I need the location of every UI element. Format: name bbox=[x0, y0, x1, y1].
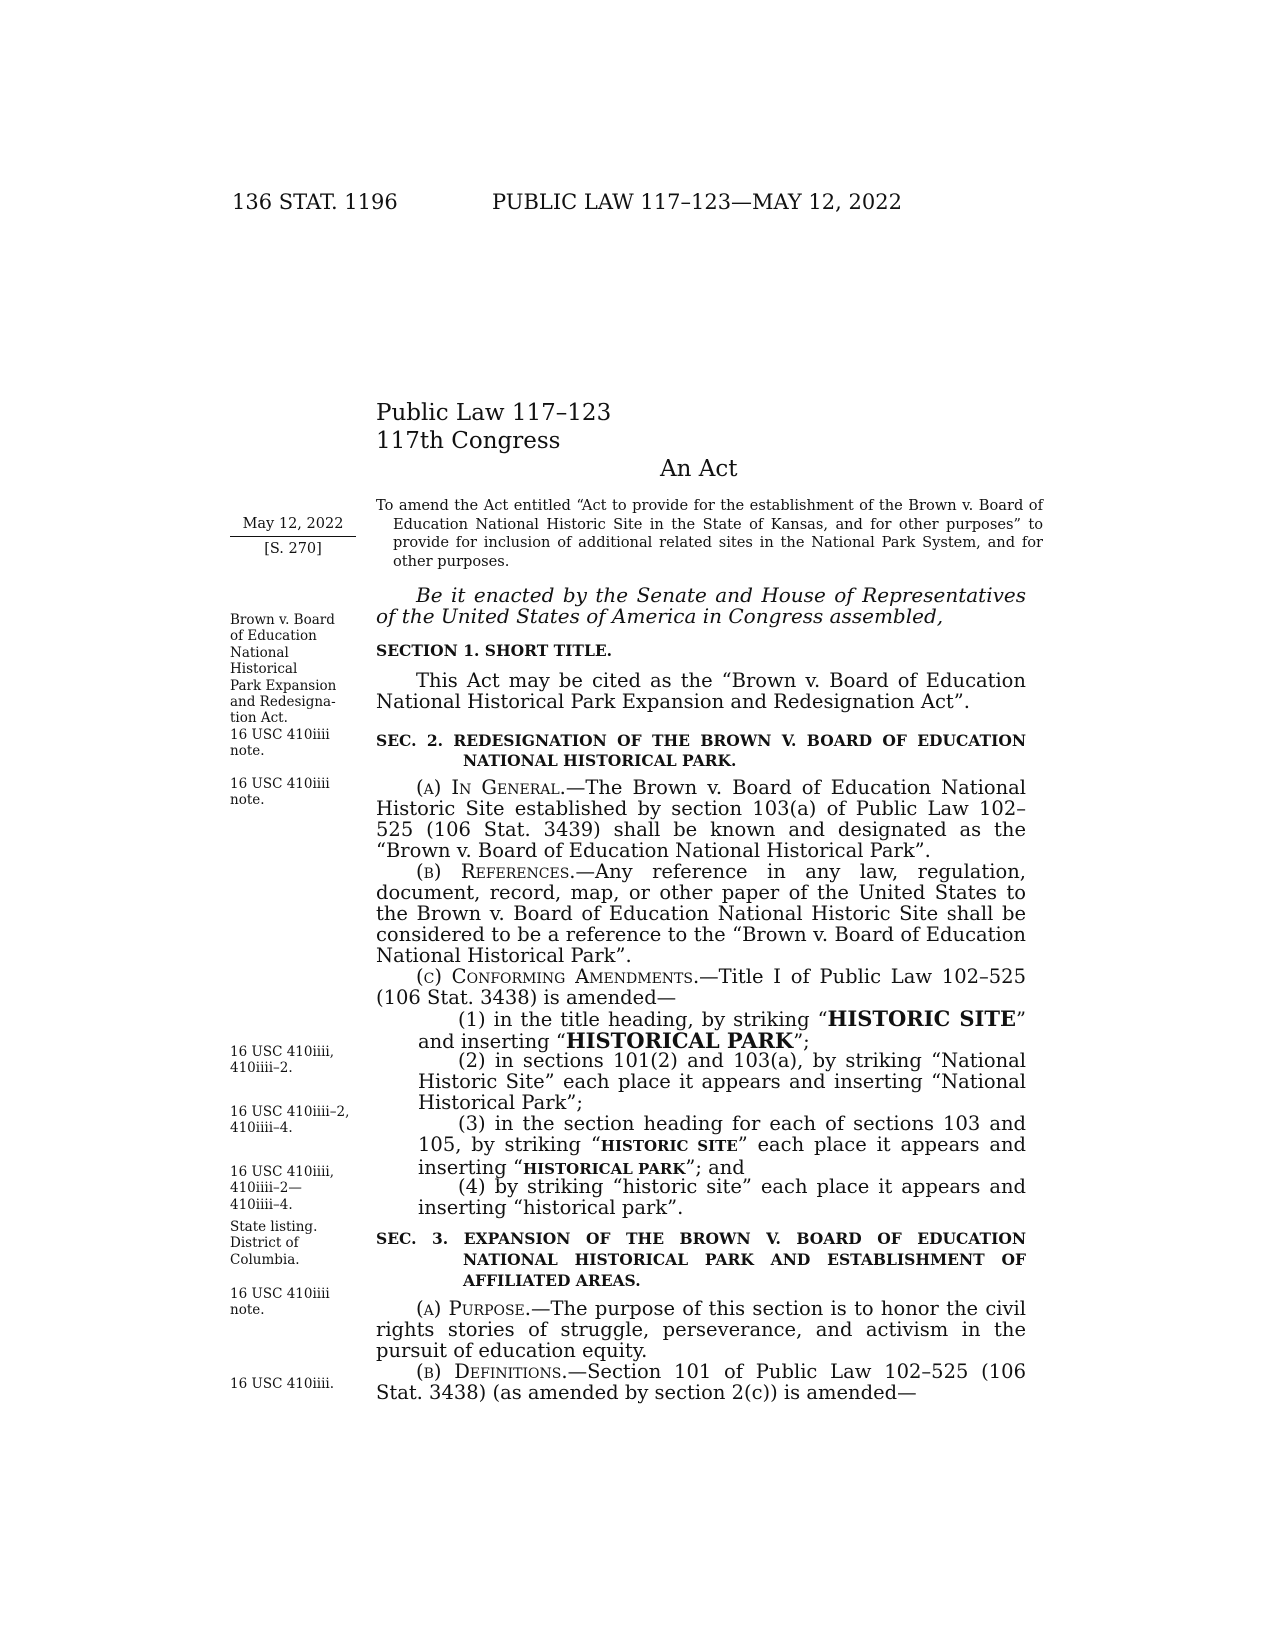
section-2-heading-line1: SEC. 2. REDESIGNATION OF THE BROWN V. BOARD OF EDUCATION bbox=[376, 731, 1026, 750]
margin-date: May 12, 2022 bbox=[242, 516, 344, 532]
section-3a-paragraph bbox=[376, 1298, 1026, 1361]
page-stat-citation: 136 STAT. 1196 bbox=[232, 190, 398, 214]
purpose-statement: To amend the Act entitled “Act to provide for the establishment of the Brown v. Board of Education National Historic Site in the State of Kansas, and for other purposes” to provide for inclusion of additional related sites in the National Park System, and for other purposes. bbox=[376, 497, 1043, 570]
enacting-clause: Be it enacted by the Senate and House of Representatives of the United States of America in Congress assembled, bbox=[376, 583, 1026, 628]
section-1-heading: SECTION 1. SHORT TITLE. bbox=[376, 641, 613, 660]
section-3b-text: —Section 101 of Public Law 102–525 (106 Stat. 3438) (as amended by section 2(c)) is amended— bbox=[376, 1360, 1026, 1404]
section-2c-item-1: (1) in the title heading, by striking “HISTORIC SITE” and inserting “HISTORICAL PARK”; bbox=[418, 1006, 1026, 1053]
margin-divider bbox=[230, 536, 356, 537]
section-3b-paragraph bbox=[376, 1361, 1026, 1403]
margin-note-sec2: 16 USC 410iiii note. bbox=[230, 776, 330, 809]
section-2b-label: (b) References. bbox=[416, 860, 576, 883]
section-3-heading-line3: AFFILIATED AREAS. bbox=[463, 1271, 641, 1290]
section-3a-text: —The purpose of this section is to honor the civil rights stories of struggle, perseverance, and activism in the pursuit of education equity. bbox=[376, 1297, 1026, 1362]
section-2a-paragraph bbox=[376, 777, 1026, 861]
margin-note-state-listing: State listing. District of Columbia. bbox=[230, 1219, 318, 1268]
running-header: PUBLIC LAW 117–123—MAY 12, 2022 bbox=[492, 190, 902, 214]
section-2c-text: —Title I of Public Law 102–525 (106 Stat. 3438) is amended— bbox=[376, 965, 1026, 1009]
congress-number: 117th Congress bbox=[376, 428, 561, 454]
section-2c-label: (c) Conforming Amendments. bbox=[416, 965, 700, 988]
section-2b-text: —Any reference in any law, regulation, document, record, map, or other paper of the United States to the Brown v. Board of Education National Historic Site shall be considered to be a reference to the “Brown v. Board of Education National Historical Park”. bbox=[376, 860, 1027, 967]
margin-note-item2: 16 USC 410iiii, 410iiii–2. bbox=[230, 1044, 335, 1077]
section-2b-paragraph bbox=[376, 861, 1026, 966]
margin-note-short-title: Brown v. Board of Education National Historical Park Expansion and Redesigna- tion Act. 16 USC 410iiii note. bbox=[230, 612, 337, 760]
section-3-heading-line1: SEC. 3. EXPANSION OF THE BROWN V. BOARD OF EDUCATION bbox=[376, 1229, 1026, 1248]
section-1-text: This Act may be cited as the “Brown v. Board of Education National Historical Park Expansion and Redesignation Act”. bbox=[376, 669, 1026, 713]
section-2c-item-4: (4) by striking “historic site” each place it appears and inserting “historical park”. bbox=[418, 1175, 1026, 1219]
section-2c-item-3: (3) in the section heading for each of sections 103 and 105, by striking “HISTORIC SITE” each place it appears and inserting “HISTORICAL PARK”; and bbox=[418, 1112, 1027, 1179]
act-title: An Act bbox=[660, 456, 738, 482]
section-2-heading-line2: NATIONAL HISTORICAL PARK. bbox=[463, 751, 737, 770]
section-2a-text: —The Brown v. Board of Education National Historic Site established by section 103(a) of Public Law 102–525 (106 Stat. 3439) shall be known and designated as the “Brown v. Board of Education National Historical Park”. bbox=[376, 776, 1026, 862]
margin-note-item4: 16 USC 410iiii, 410iiii–2— 410iiii–4. bbox=[230, 1164, 335, 1213]
section-3-heading-line2: NATIONAL HISTORICAL PARK AND ESTABLISHMENT OF bbox=[463, 1250, 1026, 1269]
margin-note-sec3b: 16 USC 410iiii. bbox=[230, 1376, 335, 1392]
section-2a-label: (a) In General. bbox=[416, 776, 566, 799]
section-3a-label: (a) Purpose. bbox=[416, 1297, 531, 1320]
section-2c-item-2: (2) in sections 101(2) and 103(a), by striking “National Historic Site” each place it appears and inserting “National Historical Park”; bbox=[418, 1049, 1026, 1114]
margin-bill-number: [S. 270] bbox=[264, 541, 322, 557]
margin-note-sec3a: 16 USC 410iiii note. bbox=[230, 1286, 330, 1319]
section-2c-paragraph bbox=[376, 966, 1026, 1008]
margin-note-item3: 16 USC 410iiii–2, 410iiii–4. bbox=[230, 1104, 350, 1137]
section-3b-label: (b) Definitions. bbox=[416, 1360, 568, 1383]
public-law-number: Public Law 117–123 bbox=[376, 400, 612, 426]
